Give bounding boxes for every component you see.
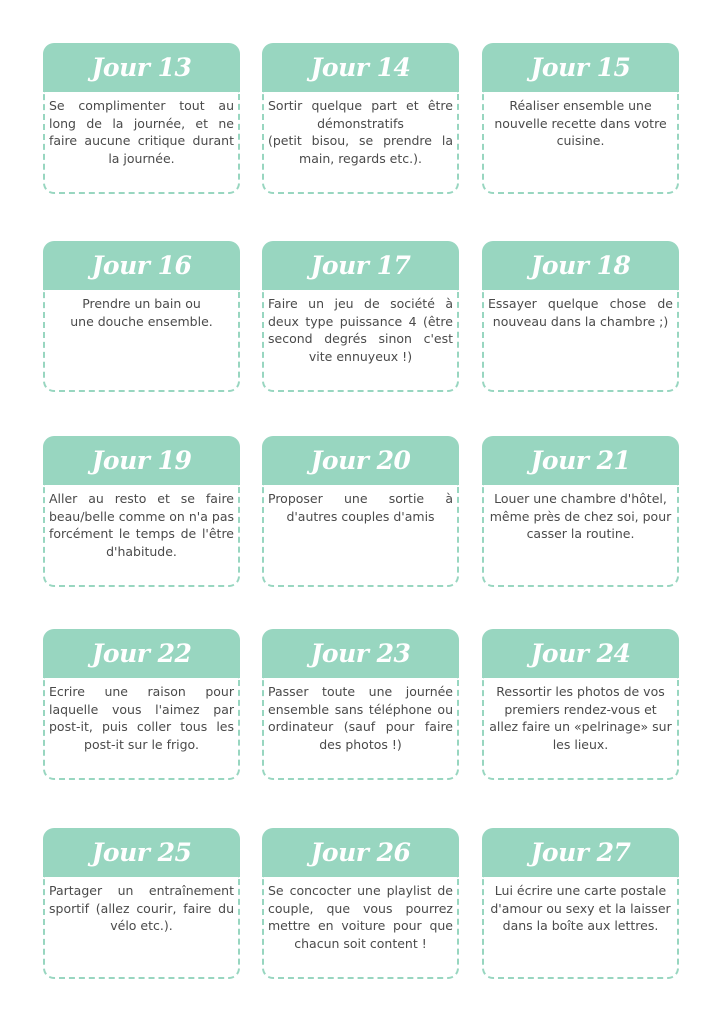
card-title: Jour 27 [530,838,631,867]
card-title: Jour 16 [91,251,192,280]
card-title: Jour 20 [310,446,411,475]
card-title: Jour 19 [91,446,192,475]
day-card-14 [262,43,459,194]
card-title: Jour 25 [91,838,192,867]
day-card-17 [262,241,459,392]
card-text: Ecrire une raison pour laquelle vous l'aimez par post-it, puis coller tous les post-it sur le frigo. [49,684,234,752]
card-text: Passer toute une journée ensemble sans téléphone ou ordinateur (sauf pour faire des photos !) [268,684,453,752]
card-title: Jour 14 [310,53,411,82]
day-card-21 [482,436,679,587]
card-text: Lui écrire une carte postale d'amour ou sexy et la laisser dans la boîte aux lettres. [490,883,671,933]
card-text: Partager un entraînement sportif (allez courir, faire du vélo etc.). [49,883,234,933]
day-card-25 [43,828,240,979]
card-title: Jour 23 [310,639,411,668]
card-title: Jour 15 [530,53,631,82]
day-card-18 [482,241,679,392]
card-text: Ressortir les photos de vos premiers rendez-vous et allez faire un «pelrinage» sur les lieux. [489,684,672,752]
day-card-22 [43,629,240,780]
day-card-20 [262,436,459,587]
card-text: Proposer une sortie à d'autres couples d'amis [268,491,453,524]
card-text: Aller au resto et se faire beau/belle comme on n'a pas forcément le temps de l'être d'habitude. [49,491,234,559]
day-card-23 [262,629,459,780]
card-text: Sortir quelque part et être démonstratifs (petit bisou, se prendre la main, regards etc.). [268,98,453,166]
card-text: Se complimenter tout au long de la journée, et ne faire aucune critique durant la journée. [49,98,234,166]
card-title: Jour 13 [91,53,192,82]
card-title: Jour 26 [310,838,411,867]
card-title: Jour 24 [530,639,631,668]
card-title: Jour 21 [530,446,631,475]
day-card-16 [43,241,240,392]
day-card-27 [482,828,679,979]
card-text: Prendre un bain ou une douche ensemble. [70,296,213,329]
day-card-15 [482,43,679,194]
card-title: Jour 17 [310,251,411,280]
day-card-26 [262,828,459,979]
card-text: Faire un jeu de société à deux type puissance 4 (être second degrés sinon c'est vite ennuyeux !) [268,296,453,364]
card-title: Jour 18 [530,251,631,280]
card-text: Se concocter une playlist de couple, que vous pourrez mettre en voiture pour que chacun soit content ! [268,883,453,951]
card-title: Jour 22 [91,639,192,668]
day-card-19 [43,436,240,587]
card-text: Réaliser ensemble une nouvelle recette dans votre cuisine. [494,98,667,148]
day-card-24 [482,629,679,780]
day-card-13 [43,43,240,194]
card-text: Essayer quelque chose de nouveau dans la chambre ;) [488,296,673,329]
card-text: Louer une chambre d'hôtel, même près de chez soi, pour casser la routine. [489,491,672,541]
